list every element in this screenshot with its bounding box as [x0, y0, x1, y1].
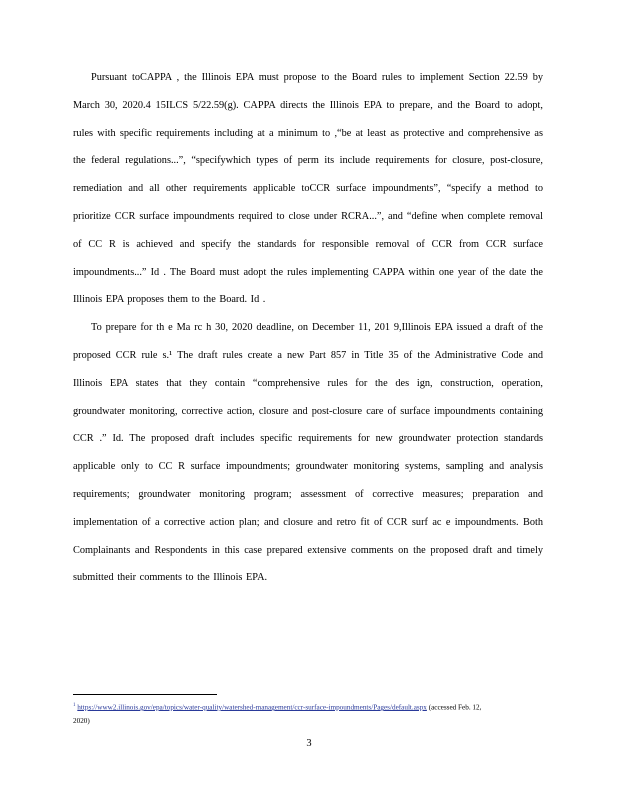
- paragraph-draft-rules: To prepare for th e Ma rc h 30, 2020 deadline, on December 11, 201 9,Illinois EPA issued a draft of the proposed CCR rule s.¹ The draft rules create a new Part 857 in Title 35 of the Administrative Code and Illinois EPA states that they contain “comprehensive rules for the des ign, construction, operation, groundwater monitoring, corrective action, closure and post-closure care of surface impoundments containing CCR .” Id. The proposed draft includes specific requirements for new groundwater protection standards applicable only to CC R surface impoundments; groundwater monitoring systems, sampling and analysis requirements; groundwater monitoring program; assessment of corrective measures; preparation and implementation of a corrective action plan; and closure and retro fit of CCR surf ac e impoundments. Both Complainants and Respondents in this case prepared extensive comments on the proposed draft and timely submitted their comments to the Illinois EPA.: [73, 322, 543, 584]
- footnote-separator: [73, 694, 217, 695]
- body-text: [73, 64, 543, 592]
- page-number: 3: [306, 738, 312, 749]
- footnote: [73, 699, 493, 728]
- footnote-link[interactable]: https://www2.illinois.gov/epa/topics/water-quality/watershed-management/ccr-surface-impoundments/Pages/default.aspx: [77, 703, 427, 712]
- paragraph-cappa-requirements: Pursuant toCAPPA , the Illinois EPA must propose to the Board rules to implement Section 22.59 by March 30, 2020.4 15ILCS 5/22.59(g). CAPPA directs the Illinois EPA to prepare, and the Board to adopt, rules with specific requirements including at a minimum to ,“be at least as protective and comprehensive as the federal regulations...”, “specifywhich types of perm its include requirements for closure, post-closure, remediation and all other requirements applicable toCCR surface impoundments”, “specify a method to prioritize CCR surface impoundments required to close under RCRA...”, and “define when complete removal of CC R is achieved and specify the standards for responsible removal of CCR from CCR surface impoundments...” Id . The Board must adopt the rules implementing CAPPA within one year of the date the Illinois EPA proposes them to the Board. Id .: [73, 72, 543, 306]
- footnote-accessed-date: (accessed Feb. 12, 2020): [73, 703, 482, 726]
- footnote-marker: 1: [73, 703, 76, 708]
